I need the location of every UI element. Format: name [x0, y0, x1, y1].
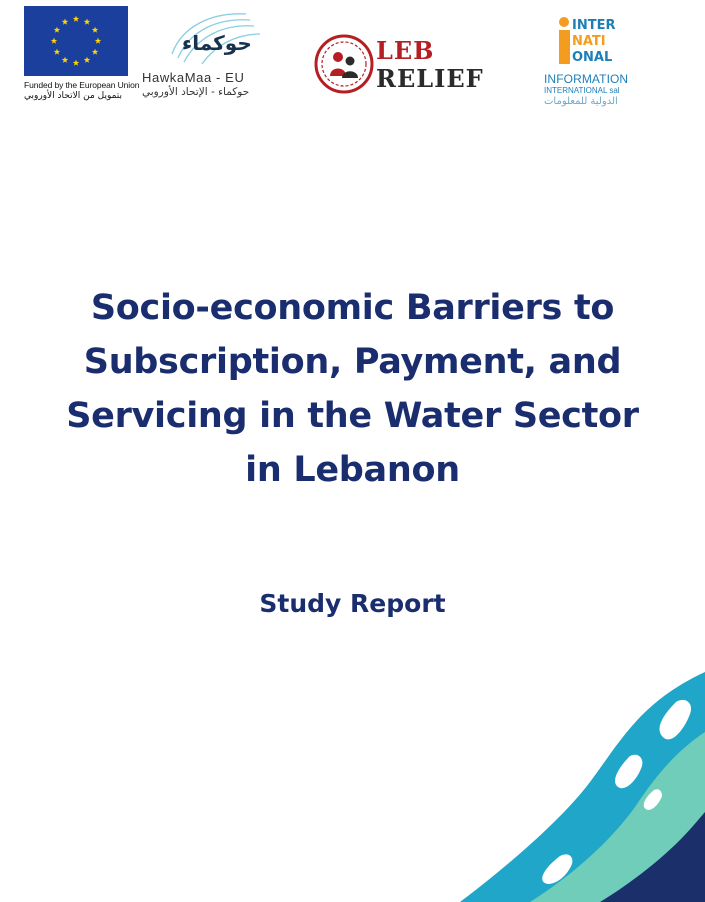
- eu-star-icon: [84, 57, 90, 63]
- svg-text:INTER: INTER: [572, 18, 616, 33]
- hawkamaa-name-arabic: حوكماء - الإتحاد الأوروبي: [142, 86, 250, 98]
- eu-star-icon: [54, 27, 60, 33]
- svg-text:ONAL: ONAL: [572, 50, 613, 65]
- lebrelief-logo: [312, 32, 492, 98]
- eu-flag-icon: [24, 6, 128, 76]
- information-international-line2: INTERNATIONAL sal: [544, 86, 620, 95]
- hawkamaa-logo: [142, 6, 272, 98]
- eu-logo: [24, 6, 140, 101]
- svg-text:NATI: NATI: [572, 34, 606, 49]
- lebrelief-stamp-icon: [312, 32, 376, 96]
- lebrelief-word-relief: RELIEF: [376, 64, 484, 93]
- eu-star-icon: [95, 38, 101, 44]
- eu-star-icon: [51, 38, 57, 44]
- information-international-mark-icon: [544, 12, 644, 70]
- eu-caption-arabic: بتمويل من الاتحاد الأوروبي: [24, 91, 123, 101]
- eu-star-icon: [62, 57, 68, 63]
- lebrelief-word-leb: LEB: [376, 36, 435, 65]
- eu-star-icon: [62, 19, 68, 25]
- eu-caption-english: Funded by the European Union: [24, 80, 140, 90]
- hawkamaa-mark-text: حوكماء: [182, 31, 252, 55]
- eu-star-icon: [73, 60, 79, 66]
- title-line: in Lebanon: [245, 450, 460, 490]
- eu-star-icon: [92, 27, 98, 33]
- document-subtitle: Study Report: [259, 589, 446, 618]
- information-international-line1: INFORMATION: [544, 72, 629, 86]
- eu-star-icon: [73, 16, 79, 22]
- water-wave-decoration: [440, 672, 705, 902]
- hawkamaa-mark-icon: [142, 6, 272, 68]
- eu-star-icon: [54, 49, 60, 55]
- eu-star-icon: [92, 49, 98, 55]
- hawkamaa-name: HawkaMaa - EU: [142, 70, 245, 85]
- document-title: [0, 281, 705, 497]
- title-line: Servicing in the Water Sector: [66, 396, 639, 436]
- title-line: Socio-economic Barriers to: [90, 288, 615, 328]
- title-line: Subscription, Payment, and: [83, 342, 622, 382]
- information-international-logo: [544, 12, 644, 108]
- information-international-line3: الدولية للمعلومات: [544, 96, 618, 107]
- eu-star-icon: [84, 19, 90, 25]
